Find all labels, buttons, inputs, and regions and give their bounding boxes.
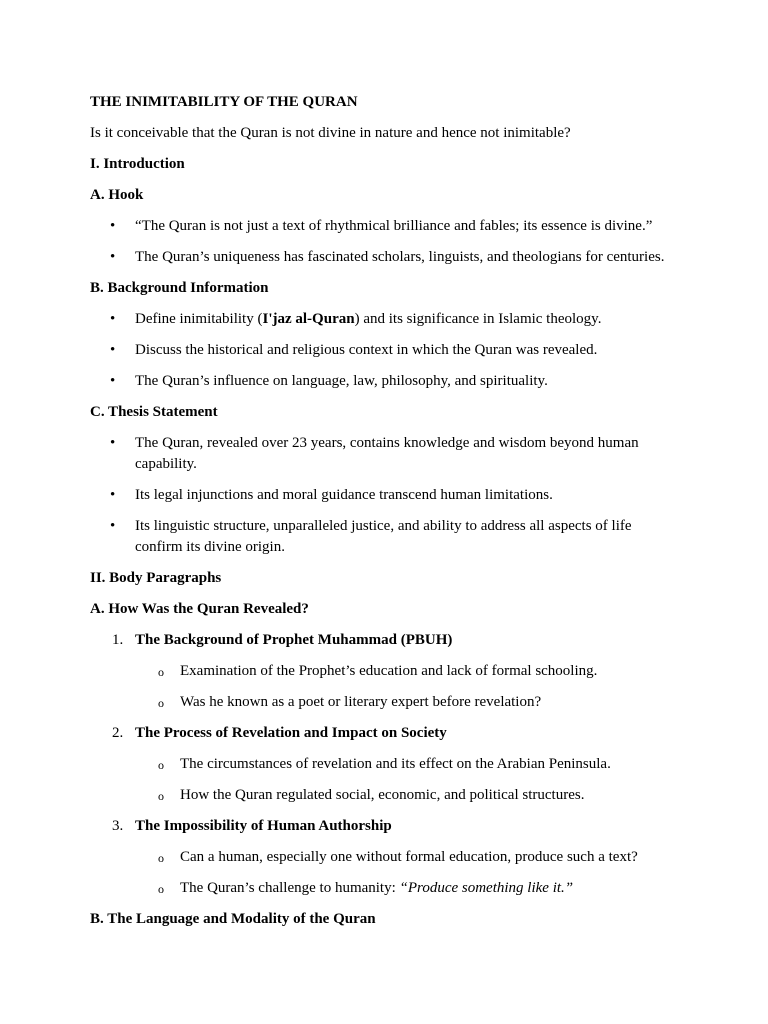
background-list: [90, 309, 680, 392]
sub-list: [135, 754, 680, 806]
heading-body-paragraphs: II. Body Paragraphs: [90, 570, 222, 586]
list-item: • Define inimitability (I'jaz al-Quran) and its significance in Islamic theology.: [90, 309, 680, 330]
sub-item: o Was he known as a poet or literary expert before revelation?: [135, 692, 680, 713]
bullet-marker: •: [110, 218, 116, 234]
sub-item: o The Quran’s challenge to humanity: “Produce something like it.”: [135, 878, 680, 899]
heading-section-a: A. How Was the Quran Revealed?: [90, 601, 309, 617]
bullet-marker: •: [110, 518, 116, 534]
list-item: • The Quran’s influence on language, law, philosophy, and spirituality.: [90, 371, 680, 392]
heading-thesis: C. Thesis Statement: [90, 404, 218, 420]
list-item: • Its linguistic structure, unparalleled justice, and ability to address all aspects of life confirm its divine origin.: [110, 518, 632, 555]
guiding-question: Is it conceivable that the Quran is not divine in nature and hence not inimitable?: [90, 125, 571, 141]
number-marker: 2.: [112, 725, 124, 741]
heading-hook: A. Hook: [90, 187, 144, 203]
bullet-marker: •: [110, 435, 116, 451]
hook-list: [90, 216, 680, 268]
list-item: • “The Quran is not just a text of rhythmical brilliance and fables; its essence is divine.”: [90, 216, 680, 237]
sub-marker: o: [158, 758, 164, 772]
point-title: The Process of Revelation and Impact on Society: [135, 725, 447, 741]
list-item: • The Quran’s uniqueness has fascinated scholars, linguists, and theologians for centuries.: [90, 247, 680, 268]
point-title: The Background of Prophet Muhammad (PBUH): [135, 632, 453, 648]
sub-item: o Examination of the Prophet’s education and lack of formal schooling.: [135, 661, 680, 682]
bullet-marker: •: [110, 373, 116, 389]
point-title: The Impossibility of Human Authorship: [135, 818, 392, 834]
document-page: [90, 92, 680, 930]
heading-section-b: B. The Language and Modality of the Quran: [90, 911, 376, 927]
bullet-marker: •: [110, 311, 116, 327]
document-title: THE INIMITABILITY OF THE QURAN: [90, 94, 358, 110]
sub-item: o The circumstances of revelation and its effect on the Arabian Peninsula.: [135, 754, 680, 775]
numbered-item: [90, 630, 680, 713]
sub-list: [135, 847, 680, 899]
list-item: • The Quran, revealed over 23 years, contains knowledge and wisdom beyond human capability.: [110, 435, 639, 472]
sub-marker: o: [158, 851, 164, 865]
sub-list: [135, 661, 680, 713]
sub-item: o How the Quran regulated social, economic, and political structures.: [135, 785, 680, 806]
bullet-marker: •: [110, 342, 116, 358]
sub-marker: o: [158, 789, 164, 803]
section-a-list: [90, 630, 680, 899]
sub-marker: o: [158, 882, 164, 896]
number-marker: 3.: [112, 818, 124, 834]
heading-introduction: I. Introduction: [90, 156, 185, 172]
list-item: • Discuss the historical and religious context in which the Quran was revealed.: [90, 340, 680, 361]
numbered-item: [90, 816, 680, 899]
numbered-item: [90, 723, 680, 806]
thesis-list: [90, 433, 680, 558]
term-ijaz: I'jaz al-Quran: [262, 311, 355, 327]
quran-challenge-quote: “Produce something like it.”: [399, 880, 574, 896]
heading-background: B. Background Information: [90, 280, 269, 296]
sub-item: o Can a human, especially one without formal education, produce such a text?: [135, 847, 680, 868]
sub-marker: o: [158, 696, 164, 710]
list-item: • Its legal injunctions and moral guidance transcend human limitations.: [90, 485, 680, 506]
sub-marker: o: [158, 665, 164, 679]
bullet-marker: •: [110, 249, 116, 265]
number-marker: 1.: [112, 632, 124, 648]
bullet-marker: •: [110, 487, 116, 503]
